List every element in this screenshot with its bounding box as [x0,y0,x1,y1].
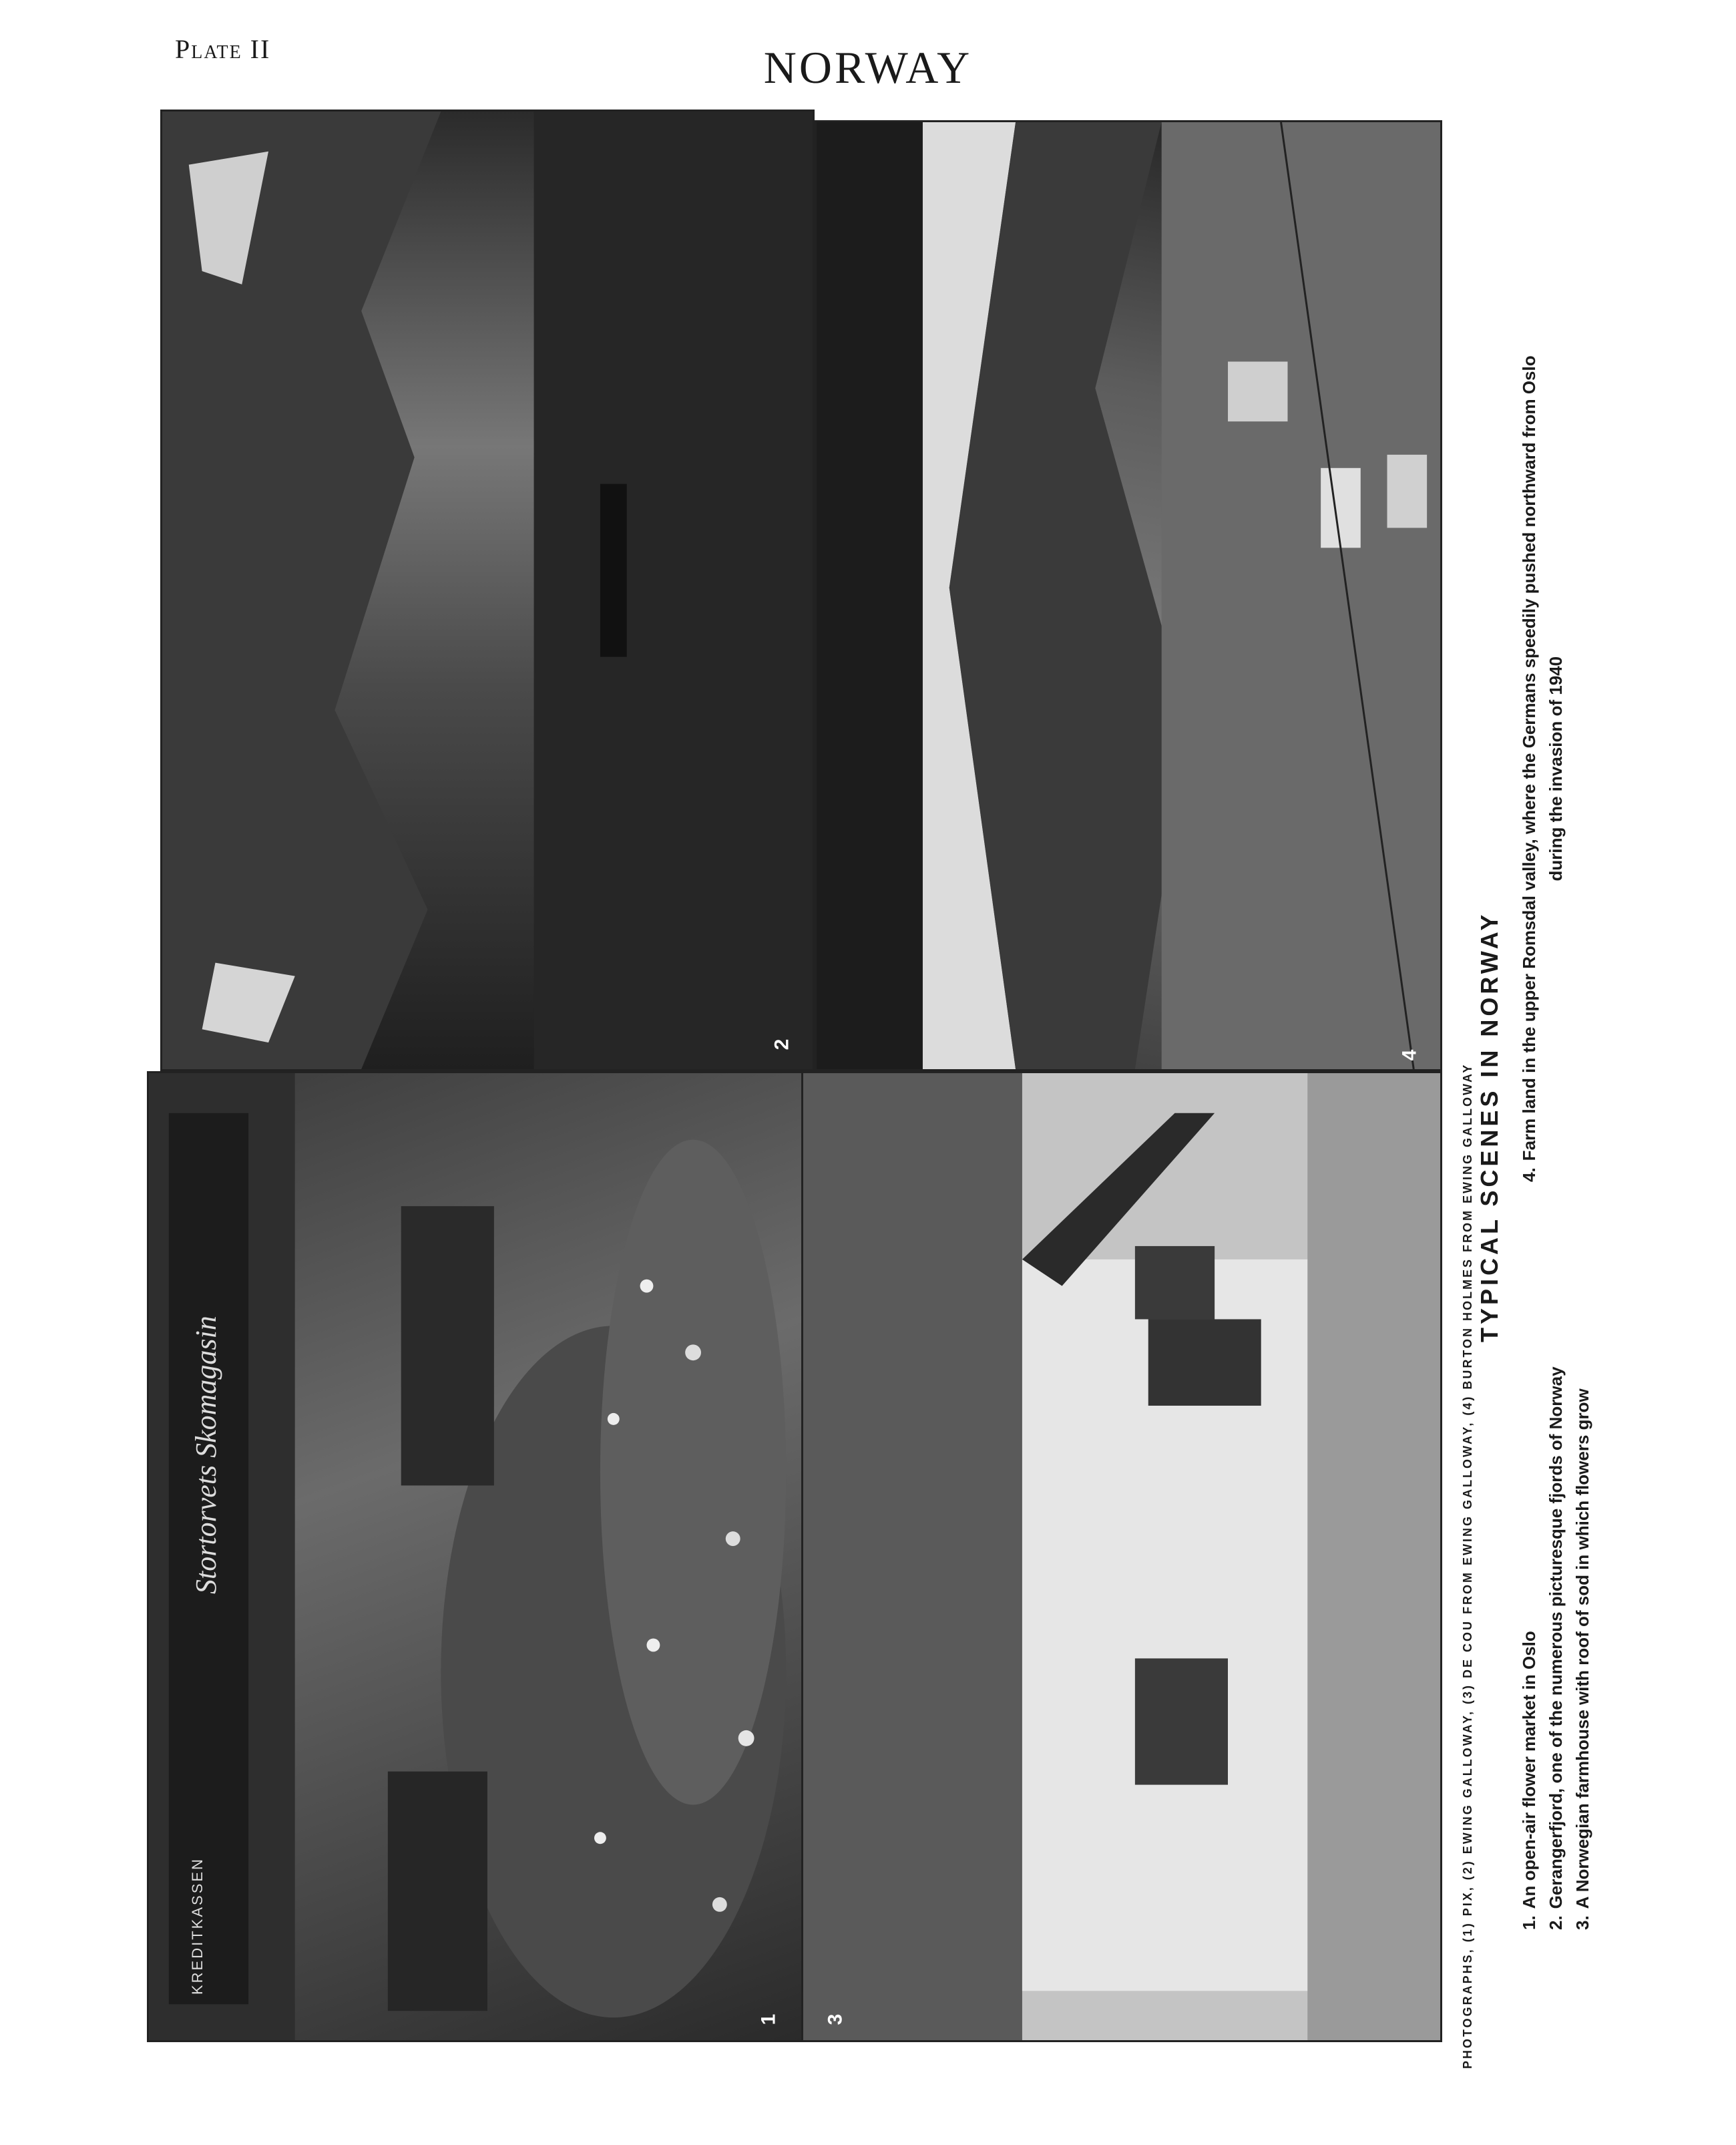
shop-sign [189,1316,223,1594]
caption-3 [1569,1366,1596,1930]
caption-text: A Norwegian farmhouse with roof of sod in which flowers grow [1572,1388,1592,1909]
captions-right [1516,355,1569,1182]
photo-romsdal-valley [815,120,1442,1071]
bank-sign [189,1857,206,1995]
caption-1 [1516,1366,1542,1930]
caption-number: 2. [1546,1915,1566,1930]
shop-sign-text: Stortorvets Skomagasin [190,1316,222,1594]
caption-4 [1516,355,1542,1182]
photo-geirangerfjord [160,110,815,1071]
photo-number-3: 3 [824,2013,847,2025]
caption-text: An open-air flower market in Oslo [1519,1631,1539,1909]
flower-market-illustration [149,1073,813,2040]
caption-number: 4. [1519,1167,1539,1182]
plate-label: Plate II [175,34,271,64]
caption-number: 1. [1519,1915,1539,1930]
caption-text: Gerangerfjord, one of the numerous picturesque fjords of Norway [1546,1366,1566,1909]
caption-text: Farm land in the upper Romsdal valley, where the Germans speedily pushed northward from Oslo [1519,355,1539,1161]
photo-flower-market [147,1071,815,2042]
photo-credits: PHOTOGRAPHS, (1) PIX, (2) EWING GALLOWAY, (3) DE COU FROM EWING GALLOWAY, (4) BURTON HOLMES FROM EWING GALLOWAY [1461,1062,1474,2069]
photo-number-4: 4 [1398,1049,1421,1061]
caption-4-continuation: during the invasion of 1940 [1546,656,1566,882]
captions-left [1516,1366,1596,1930]
photo-number-2: 2 [771,1038,793,1050]
caption-number: 3. [1572,1915,1592,1930]
caption-2 [1542,1366,1569,1930]
fjord-illustration [162,112,813,1069]
bank-sign-text: KREDITKASSEN [189,1857,206,1995]
page-title: NORWAY [763,42,973,93]
photo-number-1: 1 [757,2013,780,2025]
photo-farmhouse [801,1071,1442,2042]
valley-illustration [817,122,1440,1069]
plate-heading: TYPICAL SCENES IN NORWAY [1476,911,1503,1342]
farmhouse-illustration [803,1073,1440,2040]
